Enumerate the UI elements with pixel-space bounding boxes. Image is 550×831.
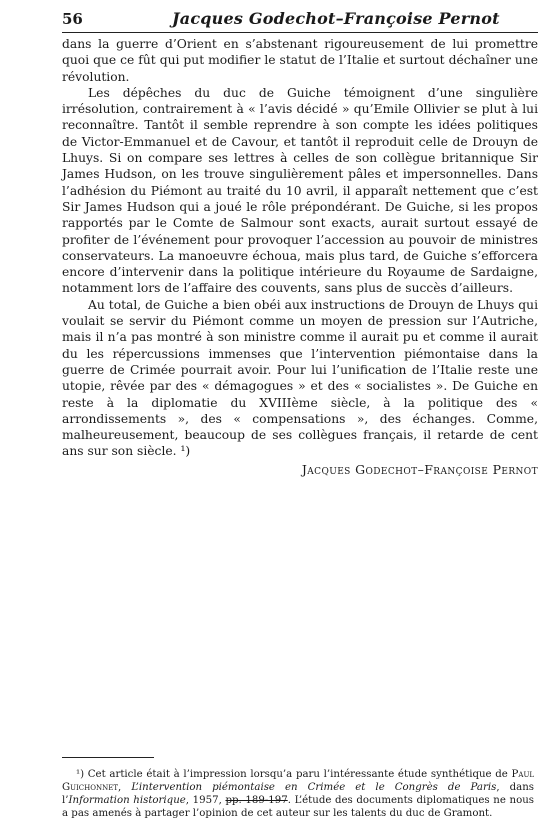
- footnote-text-5: . L’étude des documents diplomatiques ne nous a pas amenés à partager l’opinion de cet auteur sur les talents du duc de Gramont.: [62, 795, 534, 819]
- paragraph-guiche-dispatches: Les dépêches du duc de Guiche témoignent d’une singulière irrésolution, contrairement à « l’avis décidé » qu’Emile Ollivier se plut à lui reconnaître. Tantôt il semble reprendre à son compte les idées politiques de Victor-Emmanuel et de Cavour, et tantôt il reproduit celle de Drouyn de Lhuys. Si on compare ses lettres à celles de son collègue britannique Sir James Hudson, on les trouve singulièrement pâles et impersonnelles. Dans l’adhésion du Piémont au traité du 10 avril, il apparaît nettement que c’est Sir James Hudson qui a joué le rôle prépondérant. De Guiche, si les propos rapportés par le Comte de Salmour sont exacts, aurait surtout essayé de profiter de l’événement pour provoquer l’accession au pouvoir de ministres conservateurs. La manoeuvre échoua, mais plus tard, de Guiche s’efforcera encore d’intervenir dans la politique intérieure du Royaume de Sardaigne, notamment lors de l’affaire des couvents, sans plus de succès d’ailleurs.: [62, 85, 538, 296]
- paragraph-continued: dans la guerre d’Orient en s’abstenant rigoureusement de lui promettre quoi que ce fût qui put modifier le statut de l’Italie et surtout déchaîner une révolution.: [62, 37, 538, 84]
- footnote-text-1: ¹) Cet article était à l’impression lorsqu’a paru l’intéressante étude synthétique de: [76, 769, 512, 780]
- footnote-author: Paul Guichonnet: [62, 769, 534, 793]
- footnote-title: L’intervention piémontaise en Crimée et le Congrès de Paris: [131, 782, 497, 793]
- footnote-text-2: ,: [118, 782, 132, 793]
- article-body: [62, 36, 538, 460]
- footnote-pages: pp. 189-197: [225, 795, 288, 806]
- footnote-text-3: , dans l’: [62, 782, 534, 806]
- page-number: 56: [62, 10, 83, 28]
- author-signature: Jacques Godechot–Françoise Pernot: [301, 462, 538, 477]
- footnote-divider: [62, 757, 154, 758]
- page-header: [62, 8, 538, 33]
- paragraph-conclusion: Au total, de Guiche a bien obéi aux instructions de Drouyn de Lhuys qui voulait se servir du Piémont comme un moyen de pression sur l’Autriche, mais il n’a pas montré à son ministre comme il aurait pu et comme il aurait du les répercussions immenses que l’intervention piémontaise dans la guerre de Crimée pourrait avoir. Pour lui l’unification de l’Italie reste une utopie, rêvée par des « démagogues » et des « socialistes ». De Guiche en reste à la diplomatie du XVIIIème siècle, à la politique des « arrondissements », des « compensations », des échanges. Comme, malheureusement, beaucoup de ses collègues français, il retarde de cent ans sur son siècle. ¹): [62, 297, 538, 459]
- footnote-text-4: , 1957,: [185, 795, 226, 806]
- footnote-journal: Information historique: [68, 795, 186, 806]
- footnote: [62, 768, 534, 820]
- running-title: Jacques Godechot–Françoise Pernot: [172, 9, 500, 28]
